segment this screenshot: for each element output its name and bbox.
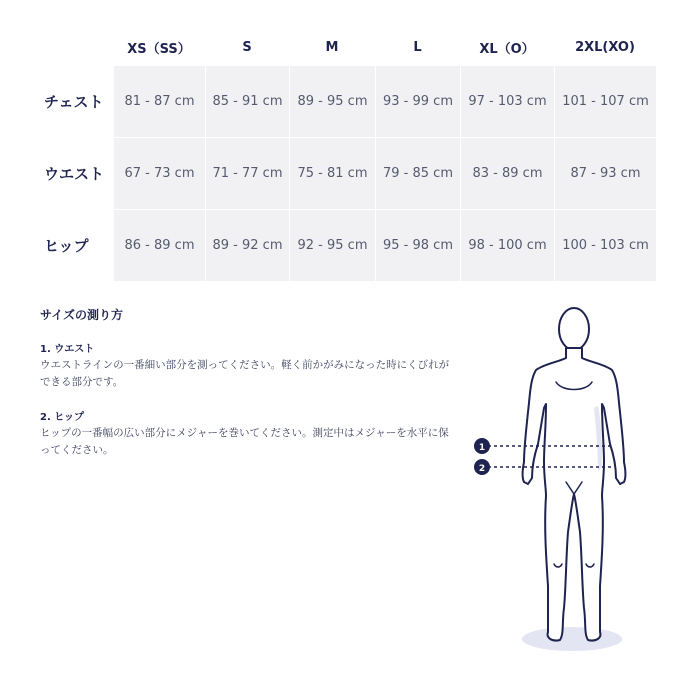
row-label-chest: チェスト (38, 66, 113, 138)
table-cell: 87 - 93 cm (554, 138, 656, 210)
waist-step-title: 1. ウエスト (40, 344, 95, 355)
hip-marker (474, 459, 490, 475)
size-header-s: S (242, 39, 252, 55)
corner-cell (38, 28, 113, 66)
table-cell: 75 - 81 cm (289, 138, 375, 210)
table-cell: 92 - 95 cm (289, 210, 375, 282)
size-header-row (38, 28, 656, 66)
size-header-l: L (413, 39, 422, 55)
table-cell: 89 - 95 cm (289, 66, 375, 138)
table-cell: 67 - 73 cm (113, 138, 205, 210)
body-figure-illustration (462, 296, 662, 661)
hip-step-text: ヒップの一番幅の広い部分にメジャーを巻いてください。測定中はメジャーを水平に保ってください。 (40, 427, 449, 456)
table-cell: 71 - 77 cm (205, 138, 289, 210)
svg-text:2: 2 (478, 464, 486, 474)
row-label-waist: ウエスト (38, 138, 113, 210)
hip-row (38, 210, 656, 282)
table-cell: 97 - 103 cm (460, 66, 554, 138)
table-cell: 79 - 85 cm (375, 138, 460, 210)
table-cell: 83 - 89 cm (460, 138, 554, 210)
table-cell: 86 - 89 cm (113, 210, 205, 282)
waist-marker (474, 438, 490, 454)
table-cell: 100 - 103 cm (554, 210, 656, 282)
figure-head (559, 308, 589, 350)
size-header-m: M (325, 39, 339, 55)
table-cell: 93 - 99 cm (375, 66, 460, 138)
waist-step-text: ウエストラインの一番細い部分を測ってください。軽く前かがみになった時にくびれができる部分です。 (40, 359, 450, 388)
figure-shadow (522, 627, 622, 651)
size-chart-table (38, 28, 656, 282)
table-cell: 95 - 98 cm (375, 210, 460, 282)
waist-row (38, 138, 656, 210)
table-cell: 89 - 92 cm (205, 210, 289, 282)
row-label-hip: ヒップ (38, 210, 113, 282)
table-cell: 98 - 100 cm (460, 210, 554, 282)
size-header-xl: XL（O） (479, 41, 535, 57)
measurement-guide (40, 306, 450, 479)
hip-step-title: 2. ヒップ (40, 412, 84, 423)
guide-title: サイズの測り方 (40, 308, 124, 322)
table-cell: 81 - 87 cm (113, 66, 205, 138)
svg-text:1: 1 (478, 443, 486, 453)
chest-row (38, 66, 656, 138)
size-header-2xl: 2XL(XO) (575, 39, 635, 55)
size-header-xs: XS（SS） (127, 41, 191, 57)
table-cell: 101 - 107 cm (554, 66, 656, 138)
table-cell: 85 - 91 cm (205, 66, 289, 138)
